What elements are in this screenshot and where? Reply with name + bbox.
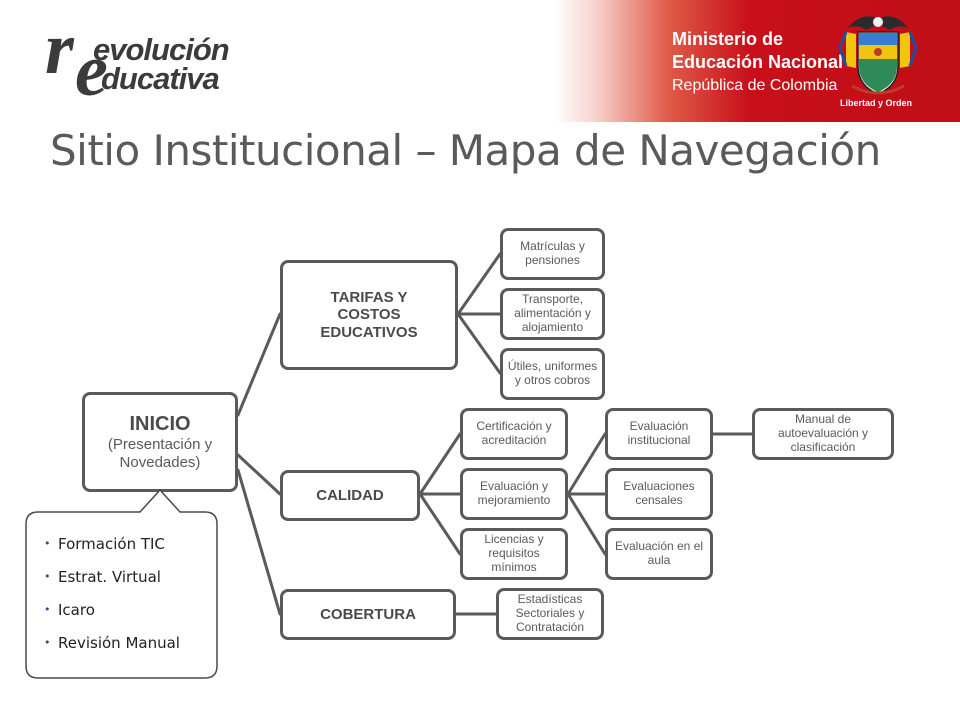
node-evaluacion-institucional: Evaluación institucional <box>605 408 713 460</box>
node-manual-autoevaluacion: Manual de autoevaluación y clasificación <box>752 408 894 460</box>
node-inicio-subtitle-2: Novedades) <box>119 453 201 471</box>
bullet-icon: • <box>44 636 51 649</box>
callout-item-label: Icaro <box>58 601 95 619</box>
logo-word-1: evolución <box>93 32 229 67</box>
logo-word-2: ducativa <box>101 61 219 96</box>
node-licencias: Licencias y requisitos mínimos <box>460 528 568 580</box>
node-evaluacion-aula: Evaluación en el aula <box>605 528 713 580</box>
page-title: Sitio Institucional – Mapa de Navegación <box>50 126 881 175</box>
node-cobertura: COBERTURA <box>280 589 456 640</box>
ministry-line-1: Ministerio de <box>672 29 784 49</box>
callout-item <box>44 563 180 596</box>
node-evaluacion-mejoramiento: Evaluación y mejoramiento <box>460 468 568 520</box>
crest-motto: Libertad y Orden <box>840 98 913 108</box>
ministry-line-2: Educación Nacional <box>672 52 844 72</box>
callout-item <box>44 530 180 563</box>
callout-item <box>44 596 180 629</box>
bullet-icon: • <box>44 603 51 616</box>
ministry-line-3: República de Colombia <box>672 77 838 94</box>
node-inicio-title: INICIO <box>129 413 191 436</box>
node-tarifas: TARIFAS Y COSTOS EDUCATIVOS <box>280 260 458 370</box>
node-estadisticas: Estadísticas Sectoriales y Contratación <box>496 588 604 640</box>
node-calidad: CALIDAD <box>280 470 420 521</box>
node-inicio-subtitle-1: (Presentación y <box>107 436 213 454</box>
node-evaluaciones-censales: Evaluaciones censales <box>605 468 713 520</box>
callout-item-label: Estrat. Virtual <box>58 568 161 586</box>
callout-item-label: Revisión Manual <box>58 634 180 652</box>
bullet-icon: • <box>44 537 51 550</box>
node-utiles: Útiles, uniformes y otros cobros <box>500 348 605 400</box>
node-matriculas: Matrículas y pensiones <box>500 228 605 280</box>
callout-list <box>44 530 180 662</box>
bullet-icon: • <box>44 570 51 583</box>
logo-initial-e: e <box>75 30 108 112</box>
node-transporte: Transporte, alimentación y alojamiento <box>500 288 605 340</box>
logo-initial-r: r <box>45 8 74 90</box>
callout-item-label: Formación TIC <box>58 535 165 553</box>
callout-item <box>44 629 180 662</box>
node-certificacion: Certificación y acreditación <box>460 408 568 460</box>
